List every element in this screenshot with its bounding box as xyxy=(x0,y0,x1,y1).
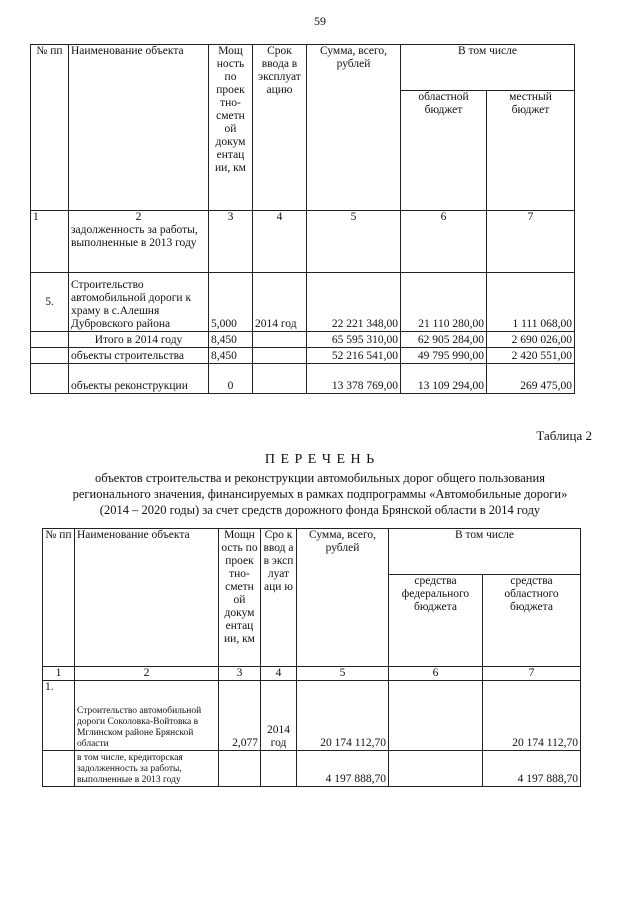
row5-regional: 21 110 280,00 xyxy=(401,273,487,332)
t2-row1-federal xyxy=(389,681,483,751)
t2-row1-capacity: 2,077 xyxy=(219,681,261,751)
total-sum-1: 52 216 541,00 xyxy=(307,348,401,364)
t2-header-sum: Сумма, всего, рублей xyxy=(297,529,389,667)
total-name-1: объекты строительства xyxy=(69,348,209,364)
subheading: объектов строительства и реконструкции автомобильных дорог общего пользования регионального значения, финансируемых в рамках подпрограммы «Автомобильные дороги» (2014 – 2020 годы) за счет средств дорожного фонда Брянской области в 2014 году xyxy=(72,471,568,517)
table-label: Таблица 2 xyxy=(536,428,592,443)
total-name-2: объекты реконструкции xyxy=(69,364,209,394)
t2-colnum-3: 3 xyxy=(219,667,261,681)
total-local-0: 2 690 026,00 xyxy=(487,332,575,348)
colnum-1: 1 xyxy=(31,211,69,273)
t2-colnum-6: 6 xyxy=(389,667,483,681)
total-regional-1: 49 795 990,00 xyxy=(401,348,487,364)
t2-header-capacity: Мощн ость по проек тно- сметн ой докум ентац ии, км xyxy=(219,529,261,667)
t2-row2-regional: 4 197 888,70 xyxy=(483,751,581,787)
row5-local: 1 111 068,00 xyxy=(487,273,575,332)
header-local: местный бюджет xyxy=(487,91,575,211)
total-local-1: 2 420 551,00 xyxy=(487,348,575,364)
total-sum-2: 13 378 769,00 xyxy=(307,364,401,394)
t2-colnum-7: 7 xyxy=(483,667,581,681)
t2-row2-name: в том числе, кредиторская задолженность за работы, выполненные в 2013 году xyxy=(75,751,219,787)
t2-row2-sum: 4 197 888,70 xyxy=(297,751,389,787)
page-number: 59 xyxy=(314,14,326,28)
t2-row1-regional: 20 174 112,70 xyxy=(483,681,581,751)
total-regional-0: 62 905 284,00 xyxy=(401,332,487,348)
t2-row1-name: Строительство автомобильной дороги Соколовка-Войтовка в Мглинском районе Брянской области xyxy=(75,681,219,751)
continued-text: задолженность за работы, выполненные в 2013 году xyxy=(71,224,198,249)
table-2 xyxy=(42,528,581,787)
total-capacity-2: 0 xyxy=(209,364,253,394)
row5-capacity: 5,000 xyxy=(209,273,253,332)
total-capacity-1: 8,450 xyxy=(209,348,253,364)
table-1 xyxy=(30,44,575,394)
t2-colnum-5: 5 xyxy=(297,667,389,681)
total-local-2: 269 475,00 xyxy=(487,364,575,394)
header-term: Срок ввода в эксплуат ацию xyxy=(253,45,307,211)
t2-header-incl: В том числе xyxy=(389,529,581,575)
row5-term: 2014 год xyxy=(253,273,307,332)
header-incl: В том числе xyxy=(401,45,575,91)
t2-colnum-1: 1 xyxy=(43,667,75,681)
colnum-7: 7 xyxy=(487,211,575,273)
t2-header-num: № пп xyxy=(43,529,75,667)
colnum-4: 4 xyxy=(253,211,307,273)
total-regional-2: 13 109 294,00 xyxy=(401,364,487,394)
t2-header-regional: средства областного бюджета xyxy=(483,575,581,667)
t2-row1-term: 2014 год xyxy=(261,681,297,751)
t2-header-name: Наименование объекта xyxy=(75,529,219,667)
header-regional: областной бюджет xyxy=(401,91,487,211)
t2-row1-num: 1. xyxy=(43,681,75,751)
total-sum-0: 65 595 310,00 xyxy=(307,332,401,348)
t2-colnum-2: 2 xyxy=(75,667,219,681)
t2-header-term: Сро к ввод а в эксп луат аци ю xyxy=(261,529,297,667)
colnum-2: 2 xyxy=(135,211,142,223)
header-name: Наименование объекта xyxy=(69,45,209,211)
colnum-5: 5 xyxy=(307,211,401,273)
header-num: № пп xyxy=(31,45,69,211)
colnum-3: 3 xyxy=(209,211,253,273)
colnum-6: 6 xyxy=(401,211,487,273)
row5-sum: 22 221 348,00 xyxy=(307,273,401,332)
row5-name: Строительство автомобильной дороги к храму в с.Алешня Дубровского района xyxy=(69,273,209,332)
total-name-0: Итого в 2014 году xyxy=(69,332,209,348)
t2-row1-sum: 20 174 112,70 xyxy=(297,681,389,751)
header-capacity: Мощ ность по проек тно- сметн ой докум ентац ии, км xyxy=(209,45,253,211)
heading: П Е Р Е Ч Е Н Ь xyxy=(264,452,376,467)
colnum-2-cell xyxy=(69,211,209,273)
total-capacity-0: 8,450 xyxy=(209,332,253,348)
header-sum: Сумма, всего, рублей xyxy=(307,45,401,211)
row5-num: 5. xyxy=(31,273,69,332)
t2-colnum-4: 4 xyxy=(261,667,297,681)
t2-header-federal: средства федерального бюджета xyxy=(389,575,483,667)
